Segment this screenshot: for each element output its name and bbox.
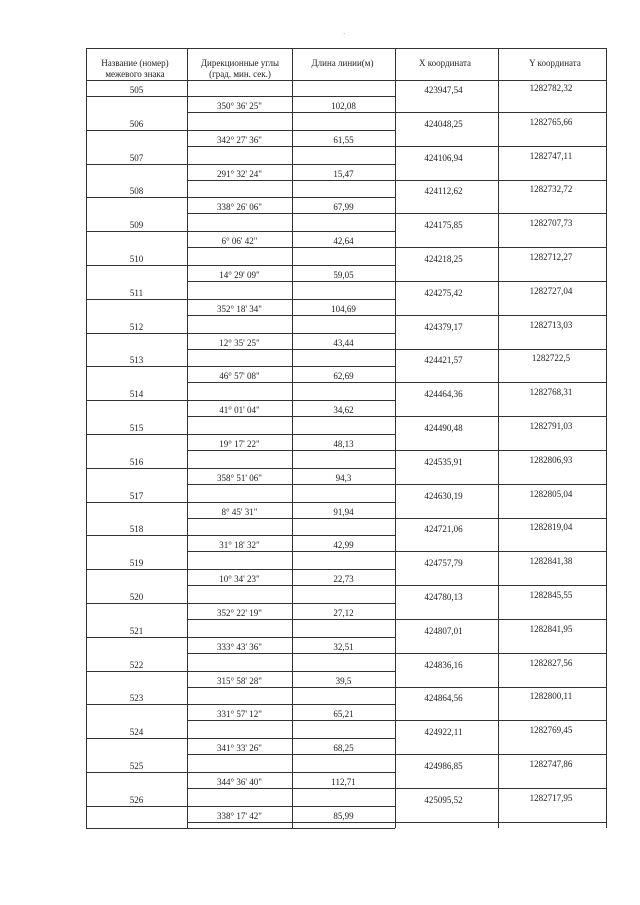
segment-angle: 358° 51' 06" — [217, 472, 262, 483]
point-y-coordinate: 1282717,95 — [529, 792, 573, 803]
segment-angle: 352° 22' 19" — [217, 608, 262, 618]
point-name: 516 — [129, 456, 144, 467]
point-name: 511 — [129, 287, 144, 298]
row-rule — [395, 382, 606, 383]
segment-angle: 31° 18' 32" — [219, 540, 260, 551]
row-rule — [187, 281, 395, 282]
segment-angle: 10° 34' 23" — [219, 574, 260, 585]
row-rule — [187, 822, 395, 823]
segment-length: 34,62 — [333, 405, 354, 416]
point-y-coordinate: 1282805,04 — [529, 488, 573, 499]
point-name: 526 — [129, 794, 144, 805]
row-rule — [187, 366, 395, 367]
row-rule — [86, 130, 187, 131]
point-x-coordinate: 424490,48 — [424, 423, 463, 433]
segment-length: 59,05 — [333, 270, 354, 280]
segment-length: 102,08 — [331, 101, 356, 111]
point-name: 519 — [129, 558, 144, 569]
point-x-coordinate: 424106,94 — [424, 152, 463, 163]
row-rule — [187, 299, 395, 300]
segment-angle: 291° 32' 24" — [217, 168, 262, 179]
segment-angle: 8° 45' 31" — [221, 506, 258, 517]
segment-length: 27,12 — [333, 608, 354, 618]
point-y-coordinate: 1282765,66 — [529, 116, 573, 127]
point-name: 509 — [129, 220, 144, 231]
point-x-coordinate: 424275,42 — [424, 287, 463, 298]
point-name: 517 — [129, 490, 144, 501]
row-rule — [187, 502, 395, 503]
point-name: 510 — [129, 254, 144, 264]
row-rule — [187, 720, 395, 721]
row-rule — [187, 738, 395, 739]
point-y-coordinate: 1282727,04 — [529, 285, 573, 296]
segment-length: 91,94 — [333, 506, 354, 517]
row-rule — [395, 585, 606, 586]
segment-length: 43,44 — [333, 337, 354, 348]
point-name: 515 — [129, 423, 144, 433]
row-rule — [86, 96, 187, 97]
row-rule — [395, 754, 606, 755]
row-rule — [187, 164, 395, 165]
row-rule — [187, 687, 395, 688]
segment-angle: 41° 01' 04" — [219, 405, 260, 416]
row-rule — [395, 788, 606, 789]
point-x-coordinate: 424780,13 — [424, 592, 463, 602]
point-y-coordinate: 1282827,56 — [529, 657, 573, 668]
row-rule — [187, 754, 395, 755]
point-y-coordinate: 1282841,95 — [529, 623, 573, 634]
segment-angle: 46° 57' 08" — [219, 371, 260, 382]
row-rule — [86, 704, 187, 705]
point-name: 522 — [129, 659, 144, 670]
row-rule — [187, 619, 395, 620]
point-x-coordinate: 424864,56 — [424, 693, 463, 704]
segment-length: 42,64 — [333, 236, 354, 247]
point-x-coordinate: 424218,25 — [424, 254, 463, 264]
point-name: 512 — [129, 321, 144, 332]
row-rule — [86, 400, 187, 401]
segment-length: 15,47 — [333, 168, 354, 179]
row-rule — [187, 585, 395, 586]
column-divider — [292, 48, 293, 828]
point-x-coordinate: 424048,25 — [424, 118, 463, 129]
row-rule — [187, 349, 395, 350]
segment-angle: 338° 26' 06" — [217, 202, 262, 213]
segment-angle: 344° 36' 40" — [217, 777, 262, 787]
point-name: 525 — [129, 761, 144, 771]
point-x-coordinate: 424807,01 — [424, 625, 463, 636]
row-rule — [86, 671, 187, 672]
point-name: 505 — [129, 85, 144, 95]
row-rule — [86, 502, 187, 503]
point-y-coordinate: 1282806,93 — [529, 454, 573, 465]
header-x: X координата — [418, 58, 472, 68]
point-name: 508 — [129, 186, 144, 197]
point-x-coordinate: 424421,57 — [424, 355, 463, 366]
point-x-coordinate: 424630,19 — [424, 490, 463, 501]
point-name: 506 — [129, 118, 144, 129]
segment-angle: 341° 33' 26" — [217, 743, 262, 754]
row-rule — [187, 333, 395, 334]
segment-length: 65,21 — [333, 709, 354, 720]
row-rule — [187, 416, 395, 417]
row-rule — [187, 213, 395, 214]
point-x-coordinate: 423947,54 — [424, 85, 463, 95]
point-x-coordinate: 424535,91 — [424, 456, 463, 467]
row-rule — [187, 450, 395, 451]
segment-angle: 331° 57' 12" — [217, 709, 262, 720]
row-rule — [187, 603, 395, 604]
segment-angle: 352° 18' 34" — [217, 303, 262, 314]
point-name: 507 — [129, 152, 144, 163]
point-y-coordinate: 1282782,32 — [529, 83, 573, 93]
point-x-coordinate: 425095,52 — [424, 794, 463, 805]
row-rule — [395, 653, 606, 654]
row-rule — [187, 484, 395, 485]
header-angle: Дирекционные углы (град. мин. сек.) — [200, 58, 280, 79]
point-y-coordinate: 1282769,45 — [529, 725, 573, 736]
point-y-coordinate: 1282800,11 — [529, 691, 573, 702]
row-rule — [187, 315, 395, 316]
row-rule — [187, 96, 395, 97]
point-y-coordinate: 1282732,72 — [529, 184, 573, 195]
segment-length: 32,51 — [333, 641, 354, 652]
table-top-border — [86, 48, 606, 49]
row-rule — [187, 653, 395, 654]
segment-angle: 350° 36' 25" — [217, 101, 262, 111]
row-rule — [187, 788, 395, 789]
point-x-coordinate: 424922,11 — [424, 727, 463, 738]
row-rule — [86, 299, 187, 300]
row-rule — [395, 619, 606, 620]
header-name: Название (номер) межевого знака — [101, 58, 169, 79]
segment-length: 42,99 — [333, 540, 354, 551]
row-rule — [86, 603, 187, 604]
point-y-coordinate: 1282712,27 — [529, 252, 573, 262]
row-rule — [86, 535, 187, 536]
point-y-coordinate: 1282791,03 — [529, 421, 573, 431]
segment-length: 104,69 — [331, 303, 356, 314]
row-rule — [395, 146, 606, 147]
segment-length: 112,71 — [331, 777, 356, 787]
row-rule — [86, 434, 187, 435]
row-rule — [395, 247, 606, 248]
row-rule — [187, 772, 395, 773]
row-rule — [395, 281, 606, 282]
point-x-coordinate: 424836,16 — [424, 659, 463, 670]
row-rule — [395, 349, 606, 350]
row-rule — [395, 687, 606, 688]
header-y: Y координата — [529, 58, 581, 68]
row-rule — [86, 164, 187, 165]
segment-length: 85,99 — [333, 810, 354, 821]
segment-length: 68,25 — [333, 743, 354, 754]
row-rule — [187, 704, 395, 705]
segment-length: 39,5 — [335, 675, 352, 686]
row-rule — [395, 484, 606, 485]
segment-length: 94,3 — [335, 472, 352, 483]
row-rule — [86, 772, 187, 773]
row-rule — [395, 720, 606, 721]
segment-angle: 342° 27' 36" — [217, 134, 262, 145]
segment-length: 67,99 — [333, 202, 354, 213]
point-y-coordinate: 1282845,55 — [529, 590, 573, 600]
point-x-coordinate: 424721,06 — [424, 524, 463, 535]
row-rule — [187, 180, 395, 181]
point-x-coordinate: 424464,36 — [424, 389, 463, 400]
segment-length: 61,55 — [333, 134, 354, 145]
column-divider — [498, 48, 499, 828]
row-rule — [86, 806, 187, 807]
row-rule — [86, 738, 187, 739]
point-name: 518 — [129, 524, 144, 535]
segment-length: 22,73 — [333, 574, 354, 585]
row-rule — [187, 146, 395, 147]
row-rule — [395, 180, 606, 181]
row-rule — [395, 416, 606, 417]
row-rule — [86, 333, 187, 334]
point-y-coordinate: 1282768,31 — [529, 387, 573, 398]
point-x-coordinate: 424379,17 — [424, 321, 463, 332]
row-rule — [187, 400, 395, 401]
row-rule — [187, 382, 395, 383]
row-rule — [187, 231, 395, 232]
point-y-coordinate: 1282747,86 — [529, 759, 573, 769]
segment-angle: 12° 35' 25" — [219, 337, 260, 348]
point-x-coordinate: 424112,62 — [424, 186, 463, 197]
point-name: 520 — [129, 592, 144, 602]
row-rule — [187, 535, 395, 536]
header-bottom-border — [86, 80, 606, 81]
row-rule — [395, 822, 606, 823]
table-bottom-border — [86, 828, 395, 829]
scan-speck: · — [343, 30, 346, 38]
point-x-coordinate: 424175,85 — [424, 220, 463, 231]
row-rule — [187, 112, 395, 113]
row-rule — [395, 315, 606, 316]
segment-angle: 19° 17' 22" — [219, 439, 260, 449]
row-rule — [187, 671, 395, 672]
header-length: Длина линии(м) — [311, 58, 374, 68]
segment-length: 48,13 — [333, 439, 354, 449]
row-rule — [86, 468, 187, 469]
row-rule — [187, 130, 395, 131]
segment-angle: 6° 06' 42" — [221, 236, 258, 247]
point-y-coordinate: 1282713,03 — [529, 319, 573, 330]
segment-angle: 338° 17' 42" — [217, 810, 262, 821]
row-rule — [86, 637, 187, 638]
row-rule — [187, 197, 395, 198]
row-rule — [395, 112, 606, 113]
segment-angle: 14° 29' 09" — [219, 270, 260, 280]
row-rule — [86, 569, 187, 570]
row-rule — [395, 213, 606, 214]
row-rule — [86, 366, 187, 367]
row-rule — [187, 637, 395, 638]
point-y-coordinate: 1282747,11 — [529, 150, 573, 161]
point-y-coordinate: 1282722,5 — [531, 353, 571, 364]
row-rule — [395, 518, 606, 519]
segment-length: 62,69 — [333, 371, 354, 382]
column-divider — [395, 48, 396, 828]
column-divider — [606, 48, 607, 828]
column-divider — [187, 48, 188, 828]
row-rule — [395, 450, 606, 451]
row-rule — [187, 468, 395, 469]
row-rule — [187, 806, 395, 807]
row-rule — [187, 569, 395, 570]
segment-angle: 333° 43' 36" — [217, 641, 262, 652]
point-name: 513 — [129, 355, 144, 366]
row-rule — [187, 518, 395, 519]
point-name: 521 — [129, 625, 144, 636]
row-rule — [187, 265, 395, 266]
point-name: 524 — [129, 727, 144, 738]
row-rule — [395, 551, 606, 552]
row-rule — [86, 197, 187, 198]
row-rule — [187, 551, 395, 552]
point-x-coordinate: 424986,85 — [424, 761, 463, 771]
row-rule — [86, 265, 187, 266]
segment-angle: 315° 58' 28" — [217, 675, 262, 686]
column-divider — [86, 48, 87, 828]
point-y-coordinate: 1282841,38 — [529, 556, 573, 567]
point-x-coordinate: 424757,79 — [424, 558, 463, 569]
row-rule — [187, 434, 395, 435]
point-name: 514 — [129, 389, 144, 400]
point-y-coordinate: 1282707,73 — [529, 218, 573, 229]
point-y-coordinate: 1282819,04 — [529, 522, 573, 533]
row-rule — [187, 247, 395, 248]
row-rule — [86, 231, 187, 232]
point-name: 523 — [129, 693, 144, 704]
